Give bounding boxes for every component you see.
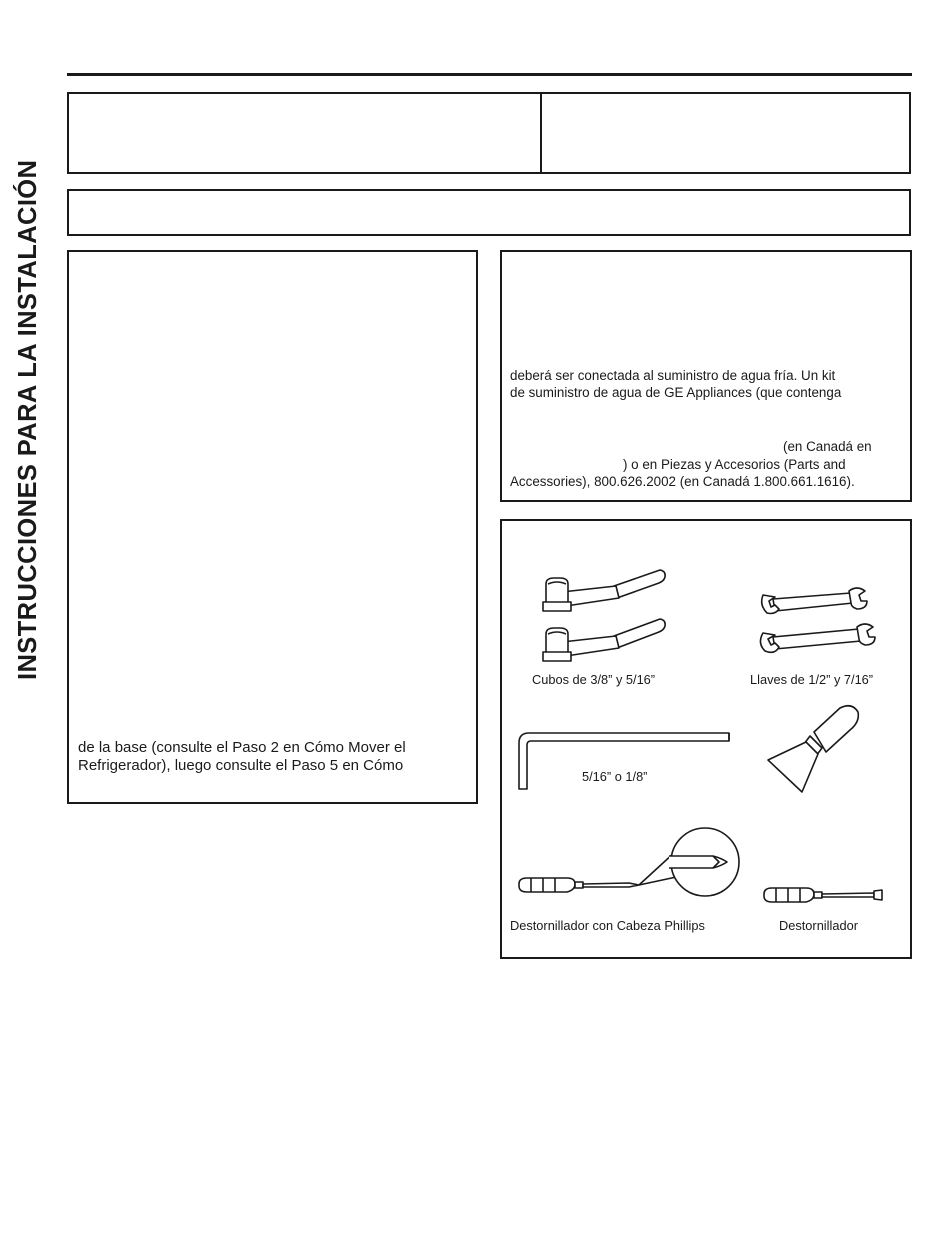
side-title: INSTRUCCIONES PARA LA INSTALACIÓN [14, 159, 42, 680]
header-box-divider [540, 92, 542, 174]
tool-caption: Destornillador [779, 918, 858, 933]
tool-caption: 5/16” o 1/8” [582, 769, 648, 784]
water-panel-line: de suministro de agua de GE Appliances (que contenga [510, 385, 842, 400]
tool-caption: Destornillador con Cabeza Phillips [510, 918, 705, 933]
flat-screwdriver-icon [762, 880, 886, 910]
header-box [67, 92, 911, 174]
open-end-wrench-icon [755, 585, 880, 665]
water-panel-line: ) o en Piezas y Accesorios (Parts and [623, 457, 846, 472]
tool-caption: Llaves de 1/2” y 7/16” [750, 672, 874, 687]
water-panel-line: (en Canadá en [783, 439, 872, 454]
socket-wrench-icon [540, 564, 670, 669]
tool-caption: Cubos de 3/8” y 5/16” [532, 672, 656, 687]
header-rule [67, 73, 912, 76]
subheader-box [67, 189, 911, 236]
phillips-screwdriver-icon [517, 828, 745, 908]
water-panel-line: deberá ser conectada al suministro de agua fría. Un kit [510, 368, 836, 383]
putty-knife-icon [764, 702, 864, 798]
left-panel-line: de la base (consulte el Paso 2 en Cómo Mover el [78, 739, 406, 756]
left-panel-line: Refrigerador), luego consulte el Paso 5 en Cómo [78, 757, 404, 774]
left-panel [67, 250, 478, 804]
water-panel-line: Accessories), 800.626.2002 (en Canadá 1.800.661.1616). [510, 474, 855, 489]
